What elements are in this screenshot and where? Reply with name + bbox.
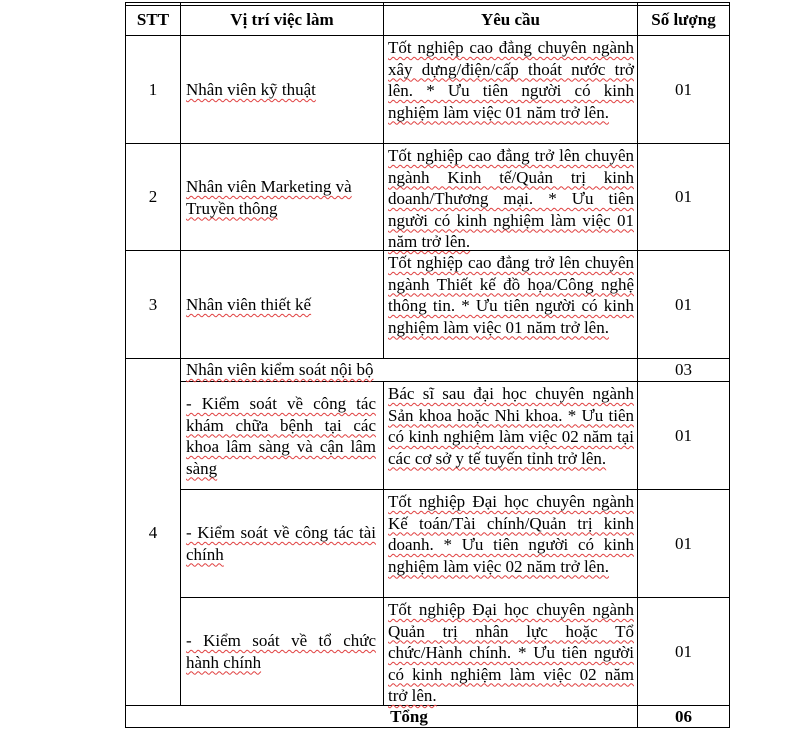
row-3-stt: 3 bbox=[148, 295, 158, 314]
table-border-left bbox=[125, 2, 126, 728]
row-4a-quantity: 01 bbox=[675, 426, 692, 445]
row-4c-position: - Kiểm soát về tổ chức hành chính bbox=[186, 631, 376, 672]
row-4-stt: 4 bbox=[148, 523, 158, 542]
row-4a-position: - Kiểm soát về công tác khám chữa bệnh tại các khoa lâm sàng và cận lâm sàng bbox=[186, 394, 376, 478]
row-3-requirements: Tốt nghiệp cao đẳng trở lên chuyên ngành Thiết kế đồ họa/Công nghệ thông tin. * Ưu tiên người có kinh nghiệm làm việc 01 năm trở lên. bbox=[388, 253, 634, 337]
row-2-position: Nhân viên Marketing và Truyền thông bbox=[186, 177, 352, 218]
row-4c-quantity: 01 bbox=[675, 642, 692, 661]
row-3-position: Nhân viên thiết kế bbox=[186, 295, 312, 314]
row-1-requirements: Tốt nghiệp cao đẳng chuyên ngành xây dựng/điện/cấp thoát nước trở lên. * Ưu tiên người có kinh nghiệm làm việc 01 năm trở lên. bbox=[388, 38, 634, 122]
table-border-top-inner bbox=[125, 5, 730, 6]
subrow-divider bbox=[180, 381, 730, 382]
row-1-quantity: 01 bbox=[675, 80, 692, 99]
header-requirements: Yêu cầu bbox=[480, 10, 541, 29]
row-3-quantity: 01 bbox=[675, 295, 692, 314]
row-2-stt: 2 bbox=[148, 187, 158, 206]
total-value: 06 bbox=[675, 707, 692, 726]
row-1-stt: 1 bbox=[148, 80, 158, 99]
row-4c-requirements: Tốt nghiệp Đại học chuyên ngành Quản trị nhân lực hoặc Tổ chức/Hành chính. * Ưu tiên người có kinh nghiệm làm việc 02 năm trở lên. bbox=[388, 600, 634, 705]
table-border-right bbox=[729, 2, 730, 728]
header-divider bbox=[125, 35, 730, 36]
subrow-divider bbox=[180, 489, 730, 490]
row-2-requirements: Tốt nghiệp cao đẳng trở lên chuyên ngành Kinh tế/Quản trị kinh doanh/Thương mại. * Ưu tiên người có kinh nghiệm làm việc 01 năm trở lên. bbox=[388, 146, 634, 251]
row-4-position: Nhân viên kiểm soát nội bộ bbox=[186, 360, 374, 379]
row-4b-requirements: Tốt nghiệp Đại học chuyên ngành Kế toán/Tài chính/Quản trị kinh doanh. * Ưu tiên người có kinh nghiệm làm việc 02 năm trở lên. bbox=[388, 492, 634, 576]
subrow-divider bbox=[180, 597, 730, 598]
column-divider bbox=[383, 2, 384, 359]
row-4b-quantity: 01 bbox=[675, 534, 692, 553]
row-4-quantity: 03 bbox=[675, 360, 692, 379]
row-2-quantity: 01 bbox=[675, 187, 692, 206]
header-position: Vị trí việc làm bbox=[230, 10, 334, 29]
column-divider bbox=[383, 381, 384, 706]
row-divider bbox=[125, 143, 730, 144]
row-4a-requirements: Bác sĩ sau đại học chuyên ngành Sản khoa hoặc Nhi khoa. * Ưu tiên có kinh nghiệm làm việc 02 năm tại các cơ sở y tế tuyến tỉnh trở lên. bbox=[388, 384, 634, 468]
header-stt: STT bbox=[136, 10, 170, 29]
header-quantity: Số lượng bbox=[651, 10, 716, 29]
row-1-position: Nhân viên kỹ thuật bbox=[186, 80, 316, 99]
table-border-top bbox=[125, 2, 730, 3]
row-4b-position: - Kiểm soát về công tác tài chính bbox=[186, 523, 376, 564]
total-label: Tổng bbox=[390, 707, 428, 726]
column-divider bbox=[180, 2, 181, 706]
